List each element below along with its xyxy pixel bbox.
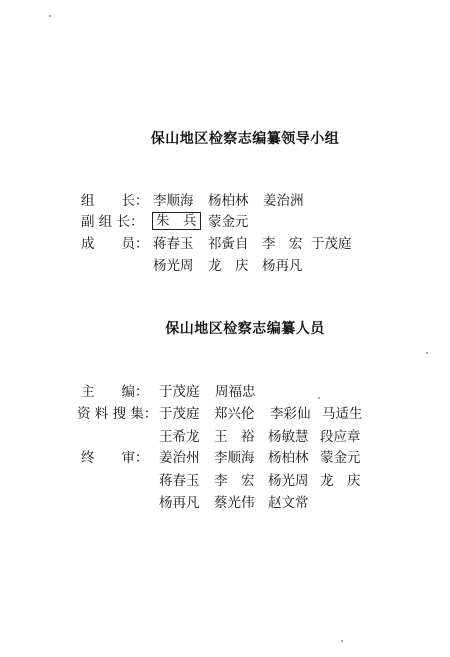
person-name: 杨再凡 <box>262 258 303 274</box>
person-name: 王希龙 <box>159 429 200 445</box>
section2-row-collectors-cont <box>0 427 450 447</box>
person-name: 李顺海 <box>153 193 194 209</box>
row-label: 组 长： <box>81 193 149 209</box>
section2-row-final-review-cont2 <box>0 493 450 513</box>
person-name-boxed <box>152 211 201 231</box>
person-name: 杨柏林 <box>268 450 309 466</box>
person-name: 李顺海 <box>214 450 255 466</box>
section1-row-deputy <box>0 212 450 232</box>
person-name: 祁夤自 <box>208 236 249 252</box>
section1-row-leader <box>0 191 450 211</box>
scan-speck <box>426 352 428 354</box>
person-name: 王 裕 <box>214 429 255 445</box>
person-name: 杨敏慧 <box>268 429 309 445</box>
person-name: 郑兴伦 <box>214 406 255 422</box>
section2-row-final-review-cont1 <box>0 471 450 491</box>
scan-speck <box>341 640 343 642</box>
person-name: 李彩仙 <box>270 406 311 422</box>
section2-title: 保山地区检察志编纂人员 <box>165 321 325 337</box>
section2-row-editor <box>0 382 450 402</box>
person-name: 赵文常 <box>268 495 309 511</box>
person-name: 杨柏林 <box>208 193 249 209</box>
person-name: 杨光周 <box>153 258 194 274</box>
person-name: 蒙金元 <box>320 450 361 466</box>
person-name: 杨再凡 <box>159 495 200 511</box>
section1-title: 保山地区检察志编纂领导小组 <box>150 131 340 147</box>
scan-speck <box>49 15 51 17</box>
person-name: 李 宏 <box>262 236 303 252</box>
person-name: 蒙金元 <box>208 214 249 230</box>
row-label: 资 料 搜 集： <box>77 406 158 422</box>
person-name: 于茂庭 <box>159 384 200 400</box>
section1-row-members <box>0 234 450 254</box>
person-name: 李 宏 <box>214 473 255 489</box>
section2-row-final-review <box>0 448 450 468</box>
section1-row-members-cont <box>0 256 450 276</box>
scan-speck <box>318 397 320 399</box>
row-label: 终 审： <box>81 450 149 466</box>
section2-row-collectors <box>0 404 450 424</box>
person-name: 于茂庭 <box>159 406 200 422</box>
person-name: 于茂庭 <box>311 236 352 252</box>
person-name: 蒋春玉 <box>159 473 200 489</box>
person-name: 蒋春玉 <box>153 236 194 252</box>
row-label: 成 员： <box>81 236 149 252</box>
person-name: 姜治州 <box>159 450 200 466</box>
person-name: 杨光周 <box>268 473 309 489</box>
person-name: 周福忠 <box>215 384 256 400</box>
person-name: 蔡光伟 <box>214 495 255 511</box>
person-name: 龙 庆 <box>208 258 249 274</box>
row-label: 副 组 长： <box>81 214 144 230</box>
row-label: 主 编： <box>81 384 149 400</box>
person-name: 段应章 <box>320 429 361 445</box>
person-name: 马适生 <box>322 406 363 422</box>
person-name: 姜治洲 <box>263 193 304 209</box>
person-name: 龙 庆 <box>320 473 361 489</box>
boxed-name-text: 朱 兵 <box>152 212 201 230</box>
